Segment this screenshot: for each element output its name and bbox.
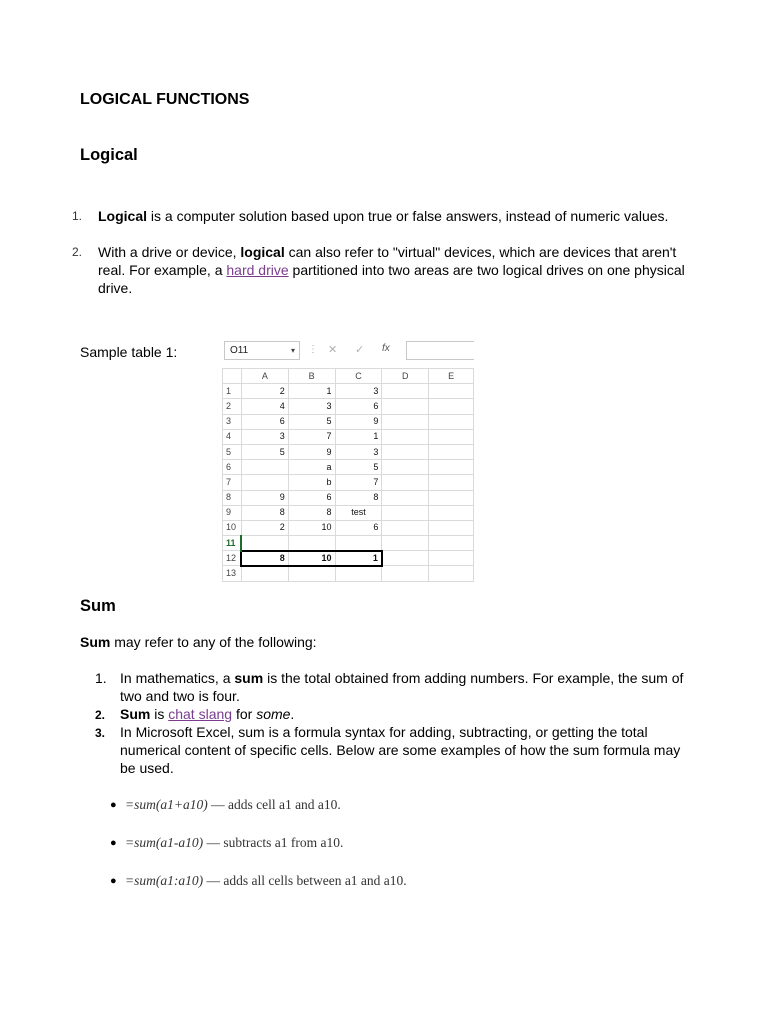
sheet-cell: 6 (335, 520, 382, 535)
row-header: 12 (223, 551, 242, 566)
column-header-row (223, 369, 474, 384)
term-bold: Sum (120, 706, 151, 722)
spreadsheet-body (223, 384, 474, 581)
bullet-icon: ● (110, 837, 117, 849)
item-text: . (290, 706, 295, 722)
sheet-cell (382, 399, 429, 414)
sheet-cell (429, 475, 474, 490)
formula-bar (222, 340, 474, 362)
row-header: 2 (223, 399, 242, 414)
chat-slang-link[interactable]: chat slang (168, 706, 233, 722)
sheet-cell (382, 536, 429, 551)
sheet-cell: 9 (335, 414, 382, 429)
sheet-cell: 1 (288, 384, 335, 399)
formula-input (406, 341, 474, 360)
sheet-cell: 6 (241, 414, 288, 429)
sheet-row (223, 384, 474, 399)
row-header: 6 (223, 460, 242, 475)
list-number: 2. (72, 245, 83, 259)
sheet-cell: 5 (241, 444, 288, 459)
intro-text: may refer to any of the following: (110, 634, 317, 650)
sheet-cell (382, 414, 429, 429)
example-desc: — adds cell a1 and a10. (207, 797, 341, 812)
sheet-cell (382, 520, 429, 535)
sheet-cell: 8 (335, 490, 382, 505)
row-header: 13 (223, 566, 242, 581)
corner-cell (223, 369, 242, 384)
list-number: 1. (72, 209, 83, 223)
term-bold: logical (240, 244, 285, 260)
sheet-cell: b (288, 475, 335, 490)
sample-table-label: Sample table 1: (80, 344, 178, 360)
logical-list (72, 207, 692, 297)
sheet-cell (382, 460, 429, 475)
function-icon: fx (382, 343, 390, 354)
sheet-cell: 4 (241, 399, 288, 414)
sum-intro (80, 634, 317, 650)
heading-logical: Logical (80, 146, 138, 164)
item-text: is the total obtained from adding numbers. For example, the sum of two and two is four. (120, 670, 684, 704)
sheet-cell: 10 (288, 520, 335, 535)
sheet-cell (382, 566, 429, 581)
sheet-cell: 8 (288, 505, 335, 520)
sheet-cell: 6 (335, 399, 382, 414)
sheet-cell: test (335, 505, 382, 520)
sheet-row (223, 414, 474, 429)
sheet-cell (429, 414, 474, 429)
sheet-cell: 9 (288, 444, 335, 459)
sheet-cell: 10 (288, 551, 335, 566)
sheet-cell: 7 (335, 475, 382, 490)
vertical-dots-icon: ⋮ (308, 344, 318, 355)
row-header: 1 (223, 384, 242, 399)
column-header: A (241, 369, 288, 384)
list-item (72, 207, 692, 225)
chevron-down-icon: ▾ (290, 346, 295, 355)
sheet-row (223, 520, 474, 535)
sheet-cell (241, 536, 288, 551)
sheet-cell: 7 (288, 429, 335, 444)
sheet-row (223, 444, 474, 459)
example-formula: =sum(a1:a10) (125, 873, 204, 888)
row-header: 9 (223, 505, 242, 520)
example-formula: =sum(a1-a10) (125, 835, 204, 850)
spreadsheet-grid (222, 368, 474, 582)
sheet-cell (241, 460, 288, 475)
hard-drive-link[interactable]: hard drive (226, 262, 289, 278)
sheet-cell (429, 520, 474, 535)
list-number: 2. (95, 708, 106, 722)
bullet-icon: ● (110, 875, 117, 887)
sheet-cell: 9 (241, 490, 288, 505)
example-item (110, 796, 407, 814)
sheet-cell (429, 536, 474, 551)
sheet-row (223, 399, 474, 414)
row-header: 7 (223, 475, 242, 490)
item-emphasis: some (256, 706, 291, 722)
sheet-cell: 1 (335, 429, 382, 444)
sheet-cell: 5 (335, 460, 382, 475)
sheet-cell (429, 505, 474, 520)
sheet-cell: 6 (288, 490, 335, 505)
row-header: 4 (223, 429, 242, 444)
row-header: 11 (223, 536, 242, 551)
list-item (95, 705, 695, 723)
sheet-cell (429, 460, 474, 475)
example-formula: =sum(a1+a10) (125, 797, 208, 812)
name-box-value: O11 (230, 345, 249, 356)
sheet-cell (429, 384, 474, 399)
sheet-cell (382, 551, 429, 566)
sheet-cell (382, 490, 429, 505)
sheet-cell: 3 (335, 444, 382, 459)
example-item (110, 872, 407, 890)
list-number: 1. (95, 670, 107, 686)
sheet-row (223, 566, 474, 581)
item-text: In Microsoft Excel, sum is a formula syntax for adding, subtracting, or getting the total numerical content of specific cells. Below are some examples of how the sum formula may be used. (120, 724, 681, 776)
column-header: D (382, 369, 429, 384)
row-header: 3 (223, 414, 242, 429)
sheet-row (223, 551, 474, 566)
sheet-cell: 2 (241, 384, 288, 399)
sheet-cell (382, 505, 429, 520)
check-icon: ✓ (355, 344, 365, 356)
item-text: can also refer to "virtual" devices, which are devices that aren't real. For example, a (98, 244, 677, 278)
sheet-cell (429, 444, 474, 459)
sheet-cell (429, 429, 474, 444)
column-header: C (335, 369, 382, 384)
list-number: 3. (95, 726, 106, 740)
sheet-row (223, 505, 474, 520)
sum-examples (110, 796, 407, 890)
row-header: 10 (223, 520, 242, 535)
spreadsheet-image (222, 340, 474, 585)
sheet-cell (429, 551, 474, 566)
sheet-row (223, 460, 474, 475)
column-header: E (429, 369, 474, 384)
example-desc: — adds all cells between a1 and a10. (203, 873, 407, 888)
sheet-cell (429, 490, 474, 505)
bullet-icon: ● (110, 799, 117, 811)
sheet-cell: 5 (288, 414, 335, 429)
sheet-row (223, 536, 474, 551)
item-text: is a computer solution based upon true or false answers, instead of numeric values. (147, 208, 669, 224)
sheet-row (223, 429, 474, 444)
sheet-cell (382, 444, 429, 459)
term-bold: Logical (98, 208, 148, 224)
sheet-cell (335, 536, 382, 551)
sheet-cell (288, 536, 335, 551)
sheet-cell (241, 475, 288, 490)
sheet-cell: a (288, 460, 335, 475)
name-box (224, 341, 300, 360)
term-bold: sum (234, 670, 264, 686)
sheet-cell: 2 (241, 520, 288, 535)
sum-list (95, 669, 695, 777)
item-text: is (150, 706, 169, 722)
sheet-cell (335, 566, 382, 581)
sheet-row (223, 490, 474, 505)
column-header: B (288, 369, 335, 384)
item-text: With a drive or device, (98, 244, 241, 260)
list-item (72, 243, 692, 297)
item-text: In mathematics, a (120, 670, 235, 686)
sheet-cell (382, 429, 429, 444)
row-header: 8 (223, 490, 242, 505)
sheet-cell (382, 384, 429, 399)
sheet-cell: 3 (241, 429, 288, 444)
item-text: partitioned into two areas are two logical drives on one physical drive. (98, 262, 685, 296)
item-text: for (232, 706, 257, 722)
sheet-cell (241, 566, 288, 581)
example-item (110, 834, 407, 852)
sheet-cell (382, 475, 429, 490)
sheet-cell: 3 (335, 384, 382, 399)
example-desc: — subtracts a1 from a10. (203, 835, 344, 850)
sheet-cell: 3 (288, 399, 335, 414)
sheet-cell (288, 566, 335, 581)
sheet-row (223, 475, 474, 490)
sheet-cell: 8 (241, 505, 288, 520)
sheet-cell (429, 399, 474, 414)
term-bold: Sum (80, 634, 111, 650)
page-title: LOGICAL FUNCTIONS (80, 91, 250, 108)
cancel-icon: ✕ (328, 344, 338, 356)
sheet-cell (429, 566, 474, 581)
heading-sum: Sum (80, 597, 116, 615)
list-item (95, 723, 695, 777)
row-header: 5 (223, 444, 242, 459)
list-item (95, 669, 695, 705)
sheet-cell: 1 (335, 551, 382, 566)
sheet-cell: 8 (241, 551, 288, 566)
